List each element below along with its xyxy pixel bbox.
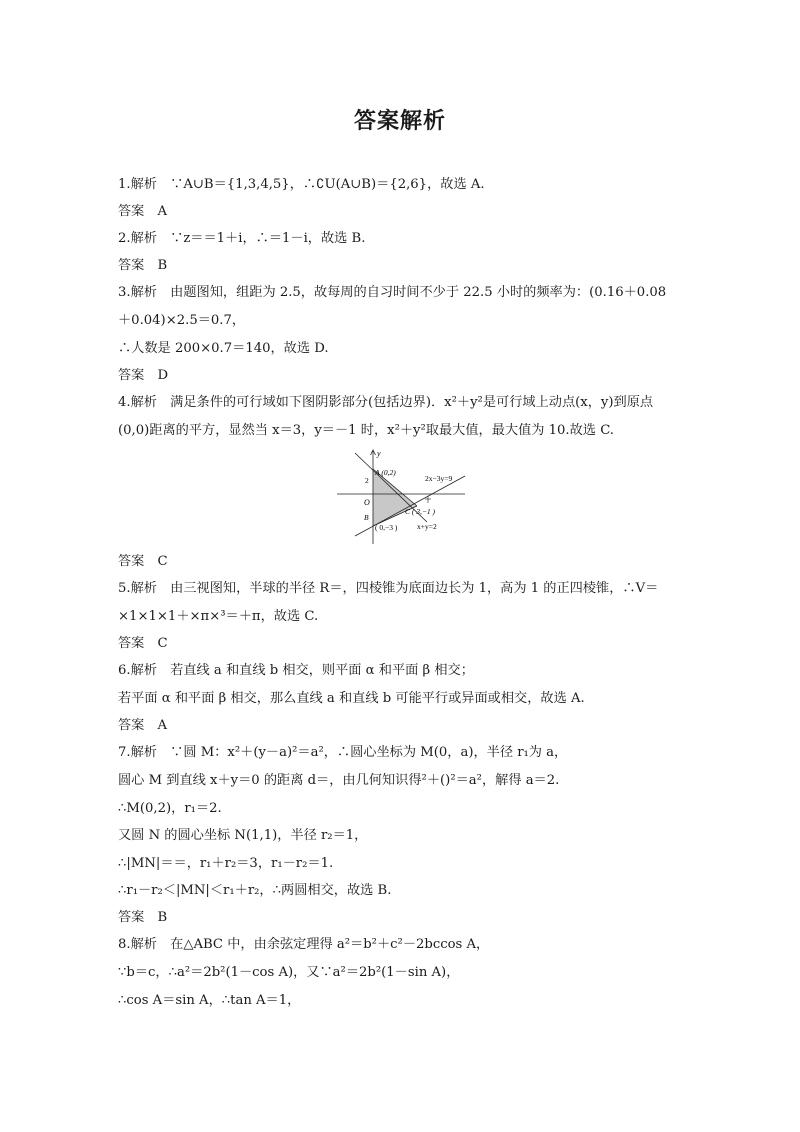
q5-solution-line2: ×1×1×1＋×π×³＝＋π，故选 C. <box>118 609 319 624</box>
q7-solution-line6: ∴r₁－r₂＜|MN|＜r₁＋r₂，∴两圆相交，故选 B. <box>118 883 392 898</box>
q7-solution-line1: 7.解析 ∵圆 M：x²＋(y－a)²＝a²，∴圆心坐标为 M(0，a)，半径 r₁为 a， <box>118 745 568 760</box>
q3-solution-line1: 3.解析 由题图知，组距为 2.5，故每周的自习时间不少于 22.5 小时的频率为：(0.16＋0.08 <box>118 285 667 300</box>
q7-solution-line4: 又圆 N 的圆心坐标 N(1,1)，半径 r₂＝1， <box>118 828 368 843</box>
origin-label: O <box>364 498 370 507</box>
q4-solution-line1: 4.解析 满足条件的可行域如下图阴影部分(包括边界)．x²＋y²是可行域上动点(x，y)到原点 <box>118 395 654 410</box>
tick-2-label: 2 <box>365 476 369 485</box>
q1-answer: 答案 A <box>118 204 168 219</box>
feasible-region-figure <box>325 448 475 548</box>
q3-solution-line2: ＋0.04)×2.5＝0.7， <box>118 313 246 328</box>
line-2-label: x+y=2 <box>417 522 437 531</box>
q2-solution: 2.解析 ∵z＝＝1＋i，∴＝1－i，故选 B. <box>118 231 366 246</box>
q3-answer: 答案 D <box>118 368 169 383</box>
q5-answer: 答案 C <box>118 636 168 651</box>
q8-solution-line3: ∴cos A＝sin A，∴tan A＝1， <box>118 993 301 1008</box>
line-1-label: 2x−3y=9 <box>425 474 453 483</box>
shaded-region <box>373 469 417 526</box>
q7-solution-line2: 圆心 M 到直线 x＋y＝0 的距离 d＝，由几何知识得²＋()²＝a²，解得 a＝2. <box>118 773 560 788</box>
point-a-label: A (0,2) <box>375 468 396 477</box>
q5-solution-line1: 5.解析 由三视图知，半球的半径 R＝，四棱锥为底面边长为 1，高为 1 的正四棱锥，∴V＝ <box>118 581 659 596</box>
q7-answer: 答案 B <box>118 910 168 925</box>
q3-solution-line3: ∴人数是 200×0.7＝140，故选 D. <box>118 341 329 356</box>
page-title: 答案解析 <box>353 109 446 134</box>
q7-solution-line5: ∴|MN|＝＝，r₁＋r₂＝3，r₁－r₂＝1. <box>118 856 334 871</box>
q6-solution-line1: 6.解析 若直线 a 和直线 b 相交，则平面 α 和平面 β 相交； <box>118 663 474 678</box>
point-b-coord: ( 0,−3 ) <box>375 523 398 532</box>
q8-solution-line1: 8.解析 在△ABC 中，由余弦定理得 a²＝b²＋c²－2bccos A， <box>118 937 490 952</box>
line-2x-minus-3y-eq-9 <box>355 476 465 536</box>
q7-solution-line3: ∴M(0,2)，r₁＝2. <box>118 801 222 816</box>
q4-answer: 答案 C <box>118 554 168 569</box>
point-c-label: C ( 3,−1 ) <box>405 507 436 516</box>
q8-solution-line2: ∵b＝c，∴a²＝2b²(1－cos A)，又∵a²＝2b²(1－sin A)， <box>118 965 460 980</box>
q4-solution-line2: (0,0)距离的平方，显然当 x＝3，y＝－1 时，x²＋y²取最大值，最大值为 10.故选 C. <box>118 423 615 438</box>
point-b-label: B <box>364 513 369 522</box>
q6-answer: 答案 A <box>118 718 168 733</box>
q6-solution-line2: 若平面 α 和平面 β 相交，那么直线 a 和直线 b 可能平行或异面或相交，故选 A. <box>118 691 585 706</box>
q2-answer: 答案 B <box>118 258 168 273</box>
y-axis-label: y <box>377 449 381 458</box>
q1-solution: 1.解析 ∵A∪B＝{1,3,4,5}，∴∁U(A∪B)＝{2,6}，故选 A. <box>118 177 485 192</box>
